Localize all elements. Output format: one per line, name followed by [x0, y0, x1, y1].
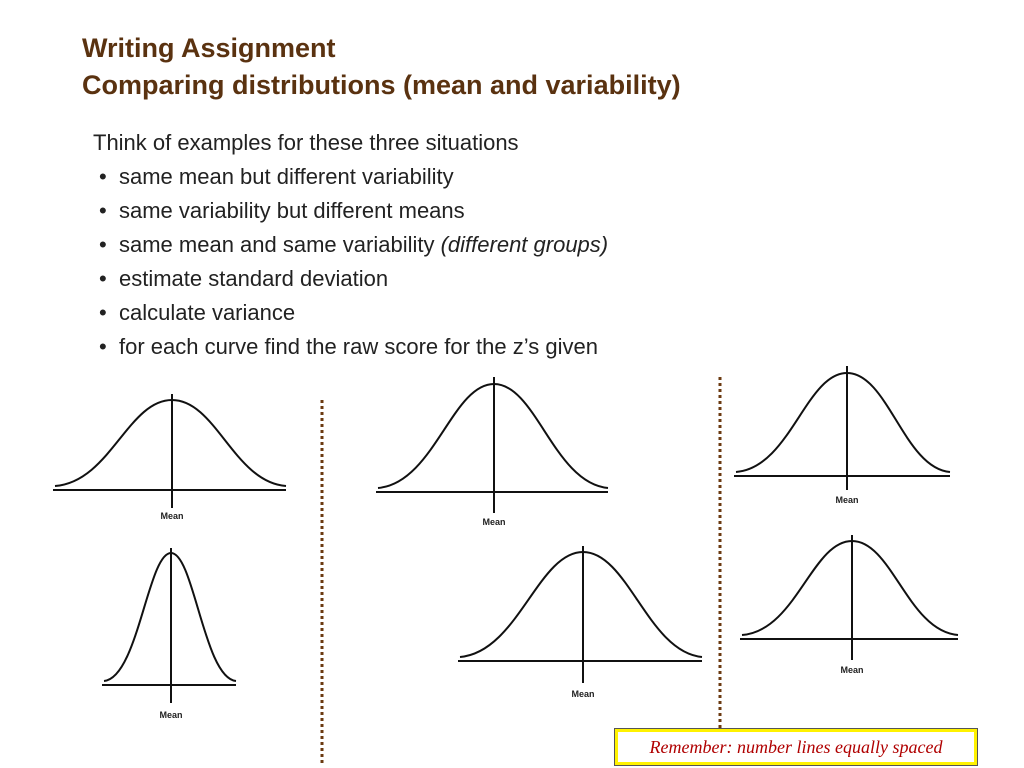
- normal-curve: [53, 394, 286, 521]
- intro-text: Think of examples for these three situations: [93, 130, 519, 155]
- normal-curve: [376, 377, 608, 527]
- normal-curve: [740, 535, 958, 675]
- bullet-text: same mean but different variability: [119, 164, 454, 189]
- reminder-note: [614, 728, 978, 766]
- title-line-1: Writing Assignment: [82, 33, 336, 63]
- bullet-text: same variability but different means: [119, 198, 465, 223]
- mean-label: Mean: [159, 710, 183, 720]
- mean-label: Mean: [840, 665, 864, 675]
- reminder-text: Remember: number lines equally spaced: [618, 732, 974, 762]
- mean-label: Mean: [160, 511, 184, 521]
- bullet-text: estimate standard deviation: [119, 266, 389, 291]
- mean-label: Mean: [835, 495, 859, 505]
- mean-label: Mean: [571, 689, 595, 699]
- bullet-text: calculate variance: [119, 300, 296, 325]
- normal-curve: [102, 548, 236, 720]
- mean-label: Mean: [482, 517, 506, 527]
- bullet-text: for each curve find the raw score for the z’s given: [119, 334, 598, 359]
- title-line-2: Comparing distributions (mean and variability): [82, 70, 681, 100]
- bullet-text: same mean and same variability: [119, 232, 441, 257]
- normal-curve: [458, 546, 702, 699]
- normal-curve: [734, 366, 950, 505]
- bullet-italic-text: (different groups): [440, 232, 609, 257]
